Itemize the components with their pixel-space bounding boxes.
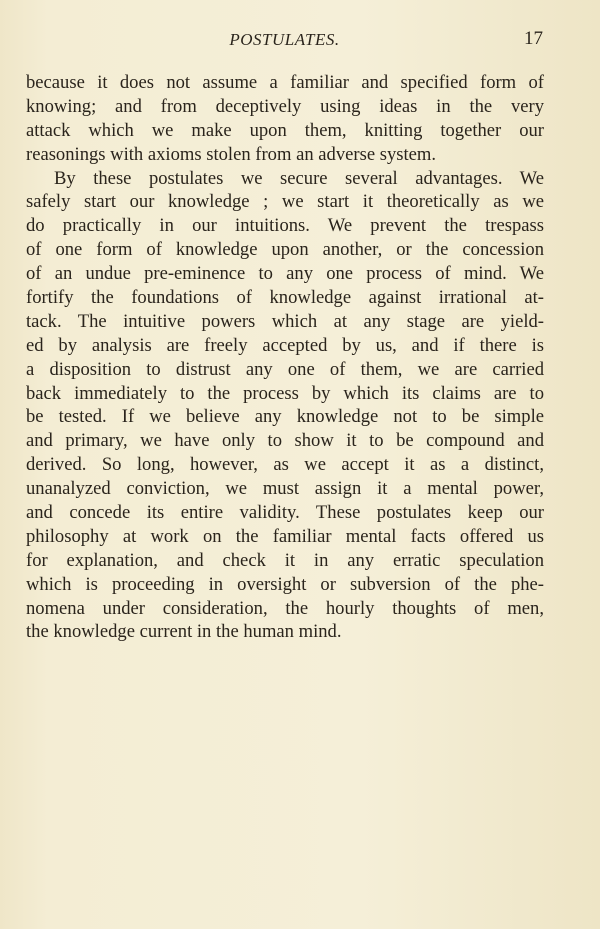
text-line: nomena under consideration, the hourly thoughts of men, — [26, 597, 544, 619]
text-line: By these postulates we secure several advantages. We — [54, 167, 544, 189]
text-line: philosophy at work on the familiar mental facts offered us — [26, 525, 544, 547]
text-line: for explanation, and check it in any erratic speculation — [26, 549, 544, 571]
text-line: unanalyzed conviction, we must assign it a mental power, — [26, 478, 544, 500]
text-line: the knowledge current in the human mind. — [26, 621, 342, 643]
text-line: be tested. If we believe any knowledge not to be simple — [26, 406, 544, 428]
running-title: POSTULATES. — [229, 30, 340, 49]
text-line: which is proceeding in oversight or subversion of the phe- — [26, 573, 544, 595]
text-line: safely start our knowledge ; we start it theoretically as we — [26, 191, 544, 213]
text-line: and primary, we have only to show it to be compound and — [26, 430, 544, 452]
text-line: derived. So long, however, as we accept it as a distinct, — [26, 454, 544, 476]
text-line: tack. The intuitive powers which at any stage are yield- — [26, 310, 544, 332]
text-line: do practically in our intuitions. We prevent the trespass — [26, 215, 544, 237]
text-line: attack which we make upon them, knitting together our — [26, 119, 544, 141]
text-line: of one form of knowledge upon another, or the concession — [26, 239, 544, 261]
text-line: ed by analysis are freely accepted by us, and if there is — [26, 334, 544, 356]
text-line: knowing; and from deceptively using ideas in the very — [26, 95, 544, 117]
text-line: back immediately to the process by which its claims are to — [26, 382, 544, 404]
text-line: reasonings with axioms stolen from an adverse system. — [26, 143, 437, 165]
text-line: fortify the foundations of knowledge against irrational at- — [26, 287, 544, 309]
text-line: a disposition to distrust any one of them, we are carried — [26, 358, 544, 380]
page-number: 17 — [524, 28, 543, 49]
text-line: because it does not assume a familiar and specified form of — [26, 72, 544, 93]
text-line: of an undue pre-eminence to any one process of mind. We — [26, 263, 544, 285]
body-text — [26, 71, 544, 644]
page-header — [26, 28, 543, 52]
text-line: and concede its entire validity. These postulates keep our — [26, 502, 544, 524]
